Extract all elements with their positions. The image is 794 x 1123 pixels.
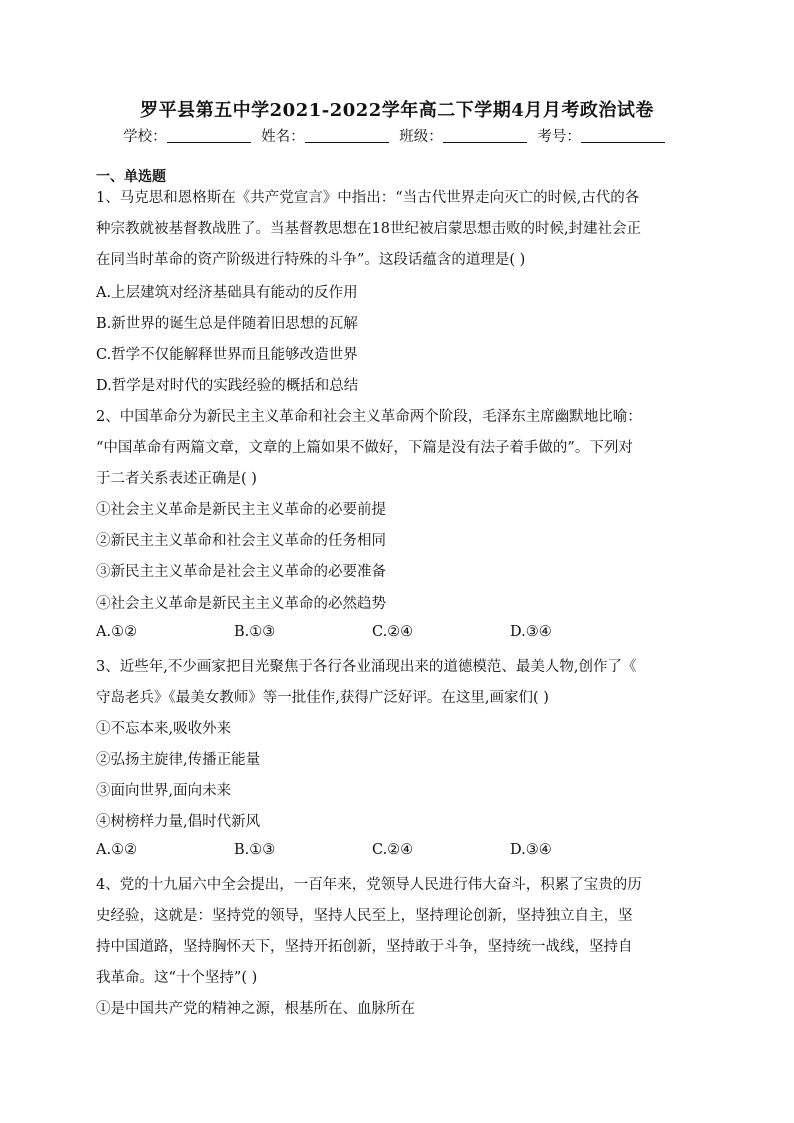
question-3-choice-a[interactable]: A.①② — [96, 842, 138, 858]
question-2-line: 于二者关系表述正确是( ) — [96, 471, 257, 487]
exam-title: 罗平县第五中学2021-2022学年高二下学期4月月考政治试卷 — [140, 100, 654, 121]
question-2-choice-c[interactable]: C.②④ — [372, 624, 414, 640]
question-2-line: “中国革命有两篇文章，文章的上篇如果不做好，下篇是没有法子着手做的”。下列对 — [96, 440, 633, 456]
exam-number-field[interactable] — [537, 129, 667, 145]
section-heading: 一、单选题 — [96, 169, 166, 185]
question-1-option-c[interactable]: C.哲学不仅能解释世界而且能够改造世界 — [96, 347, 358, 363]
class-label: 班级： — [399, 129, 443, 145]
question-3-line: 守岛老兵》《最美女教师》等一批佳作,获得广泛好评。在这里,画家们( ) — [96, 690, 549, 706]
question-2-item: ①社会主义革命是新民主主义革命的必要前提 — [96, 502, 386, 518]
question-2-item: ④社会主义革命是新民主主义革命的必然趋势 — [96, 596, 386, 612]
question-3-item: ①不忘本来,吸收外来 — [96, 721, 232, 737]
question-1-option-a[interactable]: A.上层建筑对经济基础具有能动的反作用 — [96, 285, 358, 301]
school-blank[interactable] — [167, 128, 251, 143]
school-field[interactable] — [123, 129, 253, 145]
question-1-line: 1、马克思和恩格斯在《共产党宣言》中指出：“当古代世界走向灭亡的时候,古代的各 — [96, 190, 640, 206]
question-3-line: 3、近些年,不少画家把目光聚焦于各行各业涌现出来的道德模范、最美人物,创作了《 — [96, 659, 637, 675]
exam-number-label: 考号： — [537, 129, 581, 145]
name-blank[interactable] — [305, 128, 389, 143]
question-2-choice-d[interactable]: D.③④ — [510, 624, 552, 640]
question-1-option-d[interactable]: D.哲学是对时代的实践经验的概括和总结 — [96, 378, 359, 394]
question-4-line: 持中国道路，坚持胸怀天下，坚持开拓创新，坚持敢于斗争，坚持统一战线，坚持自 — [96, 939, 633, 955]
name-field[interactable] — [261, 129, 391, 145]
question-1-line: 在同当时革命的资产阶级进行特殊的斗争”。这段话蕴含的道理是( ) — [96, 252, 526, 268]
exam-number-blank[interactable] — [581, 128, 665, 143]
class-blank[interactable] — [443, 128, 527, 143]
class-field[interactable] — [399, 129, 529, 145]
question-3-choice-b[interactable]: B.①③ — [234, 842, 276, 858]
question-3-item: ④树榜样力量,倡时代新风 — [96, 814, 261, 830]
question-2-choice-b[interactable]: B.①③ — [234, 624, 276, 640]
question-2-item: ③新民主主义革命是社会主义革命的必要准备 — [96, 564, 386, 580]
school-label: 学校： — [123, 129, 167, 145]
question-1-line: 种宗教就被基督教战胜了。当基督教思想在18世纪被启蒙思想击败的时候,封建社会正 — [96, 221, 642, 237]
question-4-line: 史经验，这就是：坚持党的领导，坚持人民至上，坚持理论创新，坚持独立自主，坚 — [96, 908, 633, 924]
question-3-choice-c[interactable]: C.②④ — [372, 842, 414, 858]
question-4-item: ①是中国共产党的精神之源，根基所在、血脉所在 — [96, 1001, 415, 1017]
student-info-line — [0, 125, 794, 146]
name-label: 姓名： — [261, 129, 305, 145]
question-3-choice-d[interactable]: D.③④ — [510, 842, 552, 858]
question-4-line: 4、党的十九届六中全会提出，一百年来，党领导人民进行伟大奋斗，积累了宝贵的历 — [96, 877, 642, 893]
question-3-item: ③面向世界,面向未来 — [96, 783, 232, 799]
question-2-line: 2、中国革命分为新民主主义革命和社会主义革命两个阶段，毛泽东主席幽默地比喻： — [96, 409, 642, 425]
question-2-item: ②新民主主义革命和社会主义革命的任务相同 — [96, 533, 386, 549]
question-3-item: ②弘扬主旋律,传播正能量 — [96, 752, 261, 768]
question-1-option-b[interactable]: B.新世界的诞生总是伴随着旧思想的瓦解 — [96, 316, 358, 332]
question-2-choice-a[interactable]: A.①② — [96, 624, 138, 640]
question-4-line: 我革命。这“十个坚持”( ) — [96, 970, 258, 986]
